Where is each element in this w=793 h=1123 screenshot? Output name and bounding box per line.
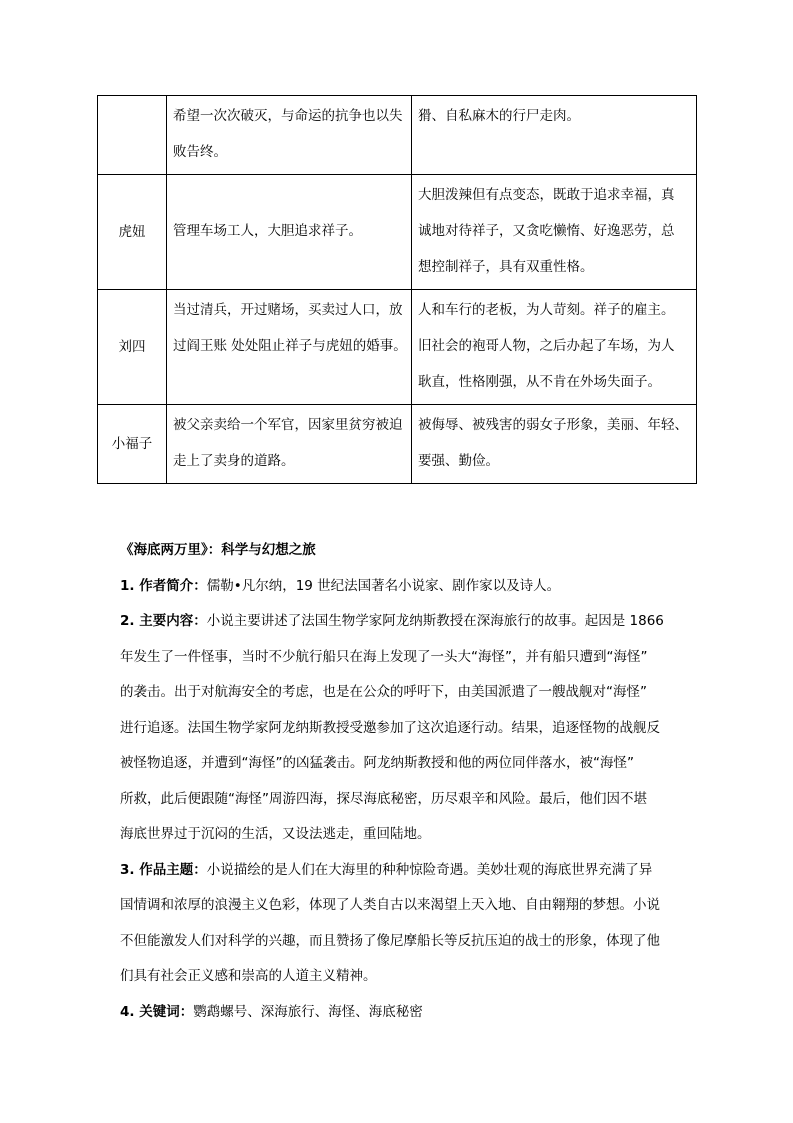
text-line: 进行追逐。法国生物学家阿龙纳斯教授受邀参加了这次追逐行动。结果，追逐怪物的战舰反 bbox=[120, 719, 660, 736]
work-theme: 3. 作品主题：小说描绘的是人们在大海里的种种惊险奇遇。美妙壮观的海底世界充满了异 bbox=[120, 861, 653, 878]
text-line: 的袭击。出于对航海安全的考虑，也是在公众的呼吁下，由美国派遣了一艘战舰对“海怪” bbox=[120, 684, 647, 700]
item-label: 2. 主要内容： bbox=[120, 613, 207, 629]
item-label: 4. 关键词： bbox=[120, 1003, 194, 1020]
main-content: 2. 主要内容：小说主要讲述了法国生物学家阿龙纳斯教授在深海旅行的故事。起因是 1866 bbox=[120, 613, 664, 629]
character-description: 管理车场工人，大胆追求祥子。 bbox=[167, 175, 412, 290]
character-description: 希望一次次破灭，与命运的抗争也以失 败告终。 bbox=[167, 96, 412, 175]
text-line: 海底世界过于沉闷的生活，又设法逃走，重回陆地。 bbox=[120, 826, 431, 842]
text-line: 所救，此后便跟随“海怪”周游四海，探尽海底秘密，历尽艰辛和风险。最后，他们因不堪 bbox=[120, 790, 647, 807]
character-name: 小福子 bbox=[98, 405, 167, 484]
character-trait: 大胆泼辣但有点变态，既敢于追求幸福，真 诚地对待祥子，又贪吃懒惰、好逸恶劳，总 想控制祥子，具有双重性格。 bbox=[412, 175, 697, 290]
text-line: 们具有社会正义感和崇高的人道主义精神。 bbox=[120, 968, 377, 984]
table-row bbox=[98, 405, 697, 484]
table-row bbox=[98, 96, 697, 175]
book-section bbox=[120, 533, 700, 1030]
text-line: 国情调和浓厚的浪漫主义色彩，体现了人类自古以来渴望上天入地、自由翱翔的梦想。小说 bbox=[120, 897, 660, 913]
character-name bbox=[98, 96, 167, 175]
character-name: 刘四 bbox=[98, 290, 167, 405]
text-line: 年发生了一件怪事，当时不少航行船只在海上发现了一头大“海怪”，并有船只遭到“海怪” bbox=[120, 648, 648, 665]
table-row bbox=[98, 175, 697, 290]
table-row bbox=[98, 290, 697, 405]
character-trait: 猾、自私麻木的行尸走肉。 bbox=[412, 96, 697, 175]
character-name: 虎妞 bbox=[98, 175, 167, 290]
character-trait: 被侮辱、被残害的弱女子形象，美丽、年轻、 要强、勤俭。 bbox=[412, 405, 697, 484]
section-title: 《海底两万里》：科学与幻想之旅 bbox=[120, 542, 316, 558]
character-description: 被父亲卖给一个军官，因家里贫穷被迫 走上了卖身的道路。 bbox=[167, 405, 412, 484]
character-description: 当过清兵，开过赌场，买卖过人口，放 过阎王账 处处阻止祥子与虎妞的婚事。 bbox=[167, 290, 412, 405]
character-table bbox=[97, 95, 697, 484]
text-line: 被怪物追逐，并遭到“海怪”的凶猛袭击。阿龙纳斯教授和他的两位同伴落水，被“海怪” bbox=[120, 755, 634, 771]
item-label: 1. 作者简介： bbox=[120, 577, 207, 594]
keywords: 4. 关键词：鹦鹉螺号、深海旅行、海怪、海底秘密 bbox=[120, 1003, 423, 1020]
author-intro: 1. 作者简介：儒勒•凡尔纳，19 世纪法国著名小说家、剧作家以及诗人。 bbox=[120, 577, 561, 594]
text-line: 不但能激发人们对科学的兴趣，而且赞扬了像尼摩船长等反抗压迫的战士的形象，体现了他 bbox=[120, 932, 660, 949]
item-label: 3. 作品主题： bbox=[120, 861, 207, 878]
character-trait: 人和车行的老板，为人苛刻。祥子的雇主。 旧社会的袍哥人物，之后办起了车场，为人 耿直，性格刚强，从不肯在外场失面子。 bbox=[412, 290, 697, 405]
